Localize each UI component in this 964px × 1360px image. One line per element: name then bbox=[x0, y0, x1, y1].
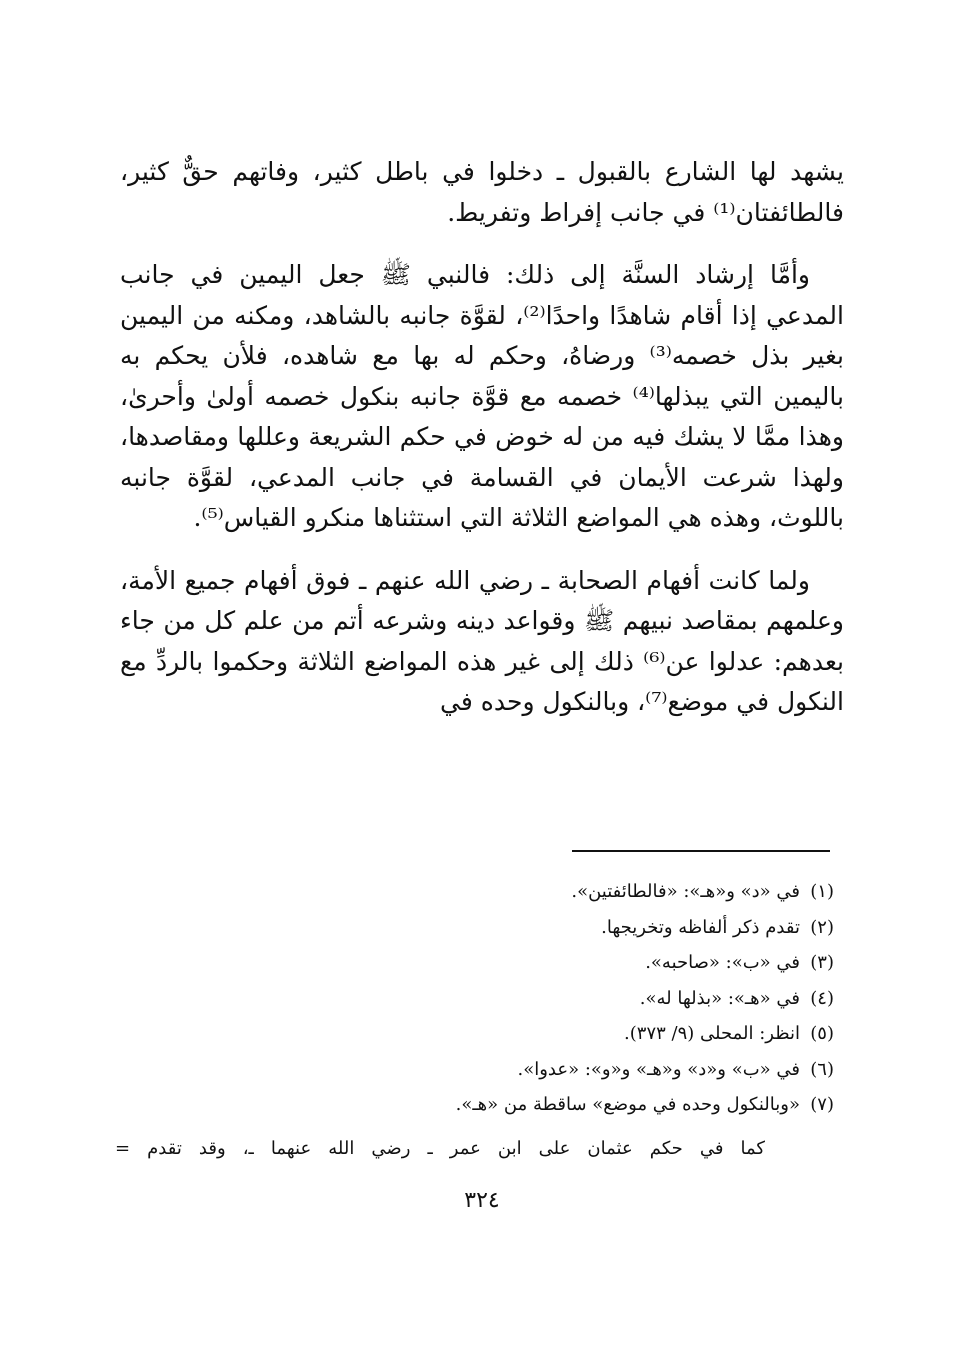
footnote-number: (٥) bbox=[810, 1023, 834, 1044]
footnote-number: (٧) bbox=[810, 1094, 834, 1115]
footnote-item bbox=[120, 981, 844, 1017]
footnote-separator bbox=[572, 850, 830, 852]
footnote-item bbox=[120, 1087, 844, 1123]
footnote-item bbox=[120, 945, 844, 981]
footnote-number: (٣) bbox=[810, 952, 834, 973]
footnote-text: انظر: المحلى (٩/ ٣٧٣). bbox=[624, 1023, 800, 1044]
footnote-number: (٤) bbox=[810, 987, 834, 1009]
page-number: ٣٢٤ bbox=[464, 1188, 500, 1213]
footnotes bbox=[120, 874, 844, 1123]
footnote-text: «وبالنكول وحده في موضع» ساقطة من «هـ». bbox=[455, 1094, 800, 1115]
footnote-text: في «هـ»: «بذلها له». bbox=[639, 987, 800, 1009]
footnote-item bbox=[120, 910, 844, 946]
main-text bbox=[120, 152, 844, 723]
footnote-text: تقدم ذكر ألفاظه وتخريجها. bbox=[601, 916, 800, 938]
paragraph-2: وأمَّا إرشاد السنَّة إلى ذلك: فالنبي ﷺ جعل اليمين في جانب المدعي إذا أقام شاهدًا واحدًا⁽²⁾، لقوَّة جانبه بالشاهد، ومكنه من اليمين بغير بذل خصمه⁽³⁾ ورضاهُ، وحكم له بها مع شاهده، فلأن يحكم به باليمين التي يبذلها⁽⁴⁾ خصمه مع قوَّة جانبه بنكول خصمه أولىٰ وأحرىٰ، وهذا ممَّا لا يشك فيه من له خوض في حكم الشريعة وعللها ومقاصدها، ولهذا شرعت الأيمان في القسامة في جانب المدعي، لقوَّة جانبه باللوث، وهذه هي المواضع الثلاثة التي استثناها منكرو القياس⁽⁵⁾. bbox=[120, 260, 844, 532]
paragraph-3: ولما كانت أفهام الصحابة ـ رضي الله عنهم ـ فوق أفهام جميع الأمة، وعلمهم بمقاصد نبيهم ﷺ وقواعد دينه وشرعه أتم من علم كل من جاء بعدهم: عدلوا عن⁽⁶⁾ ذلك إلى غير هذه المواضع الثلاثة وحكموا بالردِّ مع النكول في موضع⁽⁷⁾، وبالنكول وحده في bbox=[120, 565, 844, 716]
footnote-continuation: كما في حكم عثمان على ابن عمر ـ رضي الله عنهما ـ، وقد تقدم = bbox=[115, 1138, 765, 1159]
footnote-item bbox=[120, 1016, 844, 1052]
footnote-item bbox=[120, 1052, 844, 1088]
footnote-number: (٢) bbox=[810, 916, 834, 938]
footnote-text: في «ب» و«د» و«هـ» و«و»: «عدوا». bbox=[517, 1058, 800, 1080]
footnote-text: في «ب»: «صاحبه». bbox=[645, 952, 800, 973]
footnote-text: في «د» و«هـ»: «فالطائفتين». bbox=[571, 881, 800, 902]
paragraph-1: يشهد لها الشارع بالقبول ـ دخلوا في باطل كثير، وفاتهم حقٌّ كثير، فالطائفتان⁽¹⁾ في جانب إفراط وتفريط. bbox=[120, 157, 844, 227]
footnote-item bbox=[120, 874, 844, 910]
footnote-number: (٦) bbox=[810, 1058, 834, 1080]
footnote-number: (١) bbox=[810, 881, 834, 902]
